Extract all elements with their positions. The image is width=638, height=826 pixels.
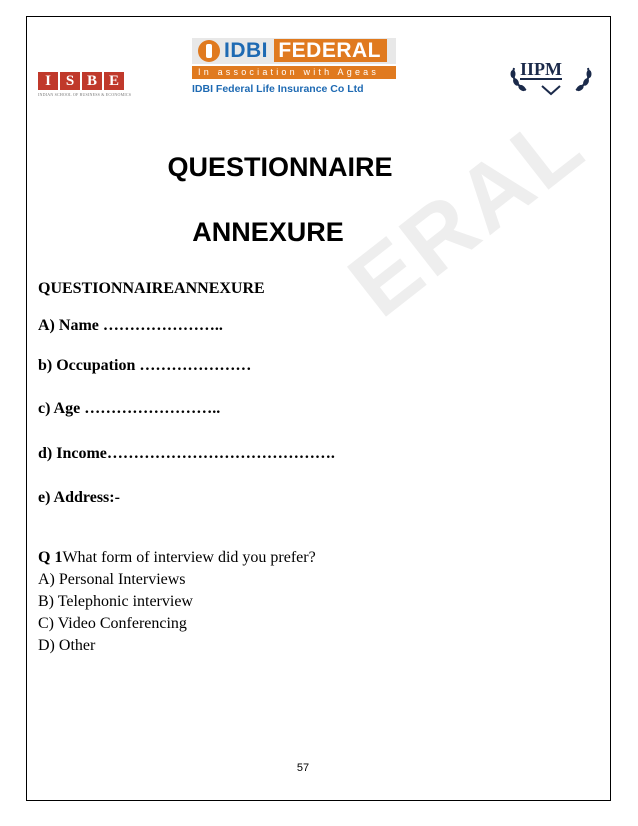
- isbe-letter: E: [104, 72, 124, 90]
- age-field: c) Age ……………………..: [38, 400, 221, 417]
- isbe-letter: I: [38, 72, 58, 90]
- isbe-letter: S: [60, 72, 80, 90]
- iipm-logo-text: IIPM: [520, 59, 562, 79]
- option-c: C) Video Conferencing: [38, 615, 187, 632]
- idbi-name-first: IDBI: [224, 39, 268, 62]
- question-1: [38, 549, 316, 567]
- page-number: 57: [296, 762, 310, 774]
- isbe-subtitle: INDIAN SCHOOL OF BUSINESS & ECONOMICS: [38, 92, 132, 97]
- income-field: d) Income…………………………………….: [38, 445, 335, 462]
- idbi-company-name: IDBI Federal Life Insurance Co Ltd: [192, 83, 364, 95]
- question-text: What form of interview did you prefer?: [62, 549, 316, 566]
- occupation-field: b) Occupation …………………: [38, 357, 252, 374]
- name-field: A) Name …………………..: [38, 317, 223, 334]
- option-b: B) Telephonic interview: [38, 593, 193, 610]
- idbi-federal-logo: [192, 38, 396, 95]
- option-a: A) Personal Interviews: [38, 571, 186, 588]
- section-heading: QUESTIONNAIREANNEXURE: [38, 280, 265, 297]
- idbi-logo-name: [224, 39, 387, 63]
- isbe-letter: B: [82, 72, 102, 90]
- idbi-tagline: In association with Ageas: [192, 66, 396, 79]
- watermark: ERAL: [330, 91, 604, 337]
- page-title: QUESTIONNAIRE: [167, 152, 393, 182]
- idbi-emblem-icon: [198, 40, 220, 62]
- iipm-logo: [508, 58, 594, 98]
- option-d: D) Other: [38, 637, 96, 654]
- address-field: e) Address:-: [38, 489, 120, 506]
- idbi-name-second: FEDERAL: [274, 39, 387, 62]
- question-number: Q 1: [38, 549, 63, 566]
- page-subtitle: ANNEXURE: [192, 217, 344, 247]
- isbe-logo: [38, 72, 132, 97]
